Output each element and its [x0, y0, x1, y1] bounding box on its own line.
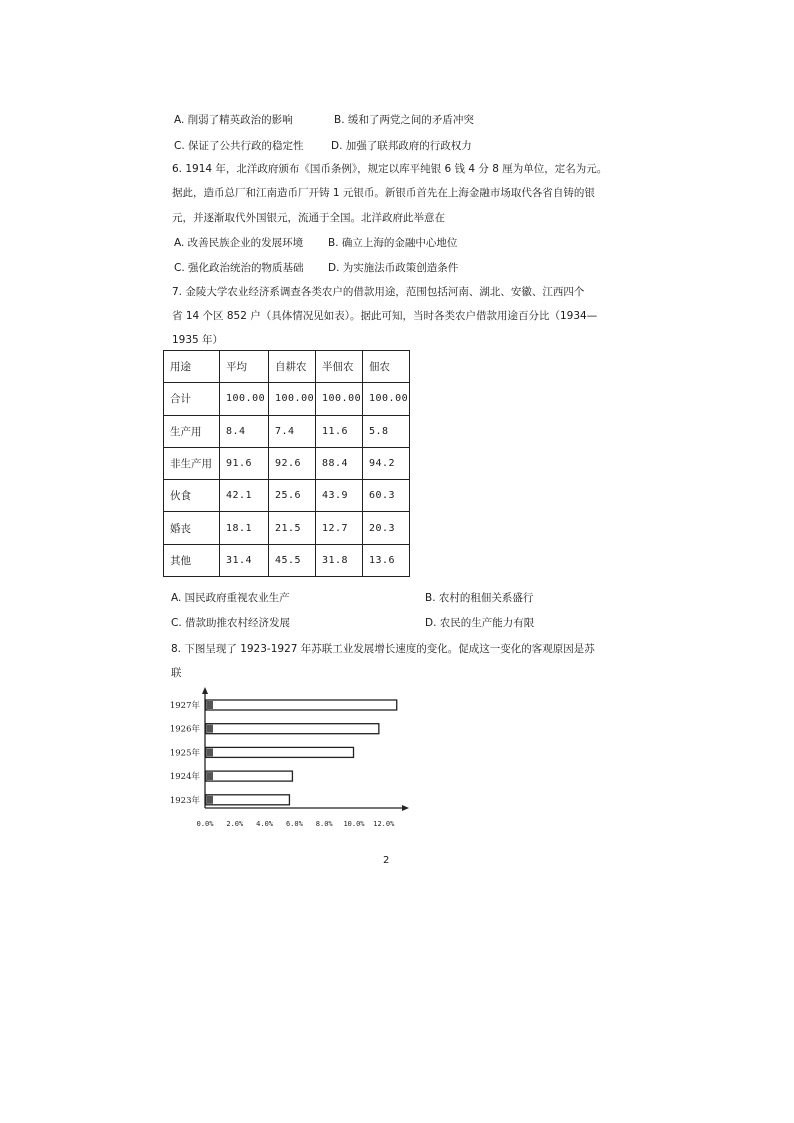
- table-row: [164, 512, 410, 544]
- chart-bar-shade: [207, 772, 213, 780]
- table-cell: 18.1: [220, 512, 269, 544]
- table-cell: 13.6: [363, 544, 410, 576]
- chart-category-label: 1924年: [169, 772, 200, 783]
- table-row-label: 其他: [164, 544, 220, 576]
- chart-x-tick-label: 0.0%: [196, 820, 214, 828]
- q6-stem-line3: 元，并逐渐取代外国银元，流通于全国。北洋政府此举意在: [172, 212, 445, 224]
- chart-bar: [206, 747, 354, 757]
- table-cell: 5.8: [363, 415, 410, 447]
- q6-stem-line1: 6. 1914 年，北洋政府颁布《国币条例》，规定以库平纯银 6 钱 4 分 8 厘为单位，定名为元。: [172, 163, 608, 175]
- q6-stem-line2: 据此，造币总厂和江南造币厂开铸 1 元银币。新银币首先在上海金融市场取代各省自铸的银: [172, 187, 595, 199]
- table-row-label: 婚丧: [164, 512, 220, 544]
- chart-y-labels: [170, 700, 201, 806]
- table-row: [164, 544, 410, 576]
- table-cell: 20.3: [363, 512, 410, 544]
- chart-bars: [206, 700, 397, 805]
- table-cell: 100.00: [363, 383, 410, 415]
- table-cell: 43.9: [316, 480, 363, 512]
- chart-category-label: 1923年: [169, 795, 200, 806]
- q7-option-d: D. 农民的生产能力有限: [425, 617, 535, 629]
- q6-option-d: D. 为实施法币政策创造条件: [328, 262, 459, 274]
- table-cell: 21.5: [269, 512, 316, 544]
- q7-option-a: A. 国民政府重视农业生产: [171, 592, 290, 604]
- q6-option-c: C. 强化政治统治的物质基础: [174, 262, 304, 274]
- chart-category-label: 1927年: [169, 701, 200, 711]
- table-cell: 91.6: [220, 447, 269, 479]
- chart-bar: [206, 795, 289, 805]
- q7-stem-line3: 1935 年）: [172, 334, 224, 346]
- q7-stem-line1: 7. 金陵大学农业经济系调查各类农户的借款用途，范围包括河南、湖北、安徽、江西四个: [172, 286, 585, 298]
- table-cell: 25.6: [269, 480, 316, 512]
- y-axis-arrow: [202, 687, 208, 694]
- q7-stem-line2: 省 14 个区 852 户（具体情况见如表）。据此可知，当时各类农户借款用途百分比（1934—: [172, 310, 598, 322]
- table-cell: 31.4: [220, 544, 269, 576]
- q5-option-d: D. 加强了联邦政府的行政权力: [331, 140, 472, 152]
- chart-bar: [206, 700, 397, 710]
- table-cell: 100.00: [220, 383, 269, 415]
- q5-option-c: C. 保证了公共行政的稳定性: [174, 140, 304, 152]
- table-header-row: [164, 351, 410, 383]
- table-row-label: 生产用: [164, 415, 220, 447]
- table-row: [164, 447, 410, 479]
- table-cell: 100.00: [269, 383, 316, 415]
- q5-option-b: B. 缓和了两党之间的矛盾冲突: [334, 114, 474, 126]
- table-row-label: 合计: [164, 383, 220, 415]
- q7-loan-table: [163, 350, 410, 577]
- table-header-cell: 佃农: [363, 351, 410, 383]
- table-cell: 94.2: [363, 447, 410, 479]
- chart-x-tick-label: 10.0%: [343, 820, 365, 828]
- x-axis-arrow: [402, 805, 409, 811]
- table-cell: 12.7: [316, 512, 363, 544]
- page-number: 2: [383, 855, 390, 866]
- table-row: [164, 383, 410, 415]
- table-cell: 7.4: [269, 415, 316, 447]
- q6-option-a: A. 改善民族企业的发展环境: [174, 237, 304, 249]
- table-cell: 31.8: [316, 544, 363, 576]
- table-cell: 45.5: [269, 544, 316, 576]
- q6-option-b: B. 确立上海的金融中心地位: [328, 237, 458, 249]
- q7-option-c: C. 借款助推农村经济发展: [171, 617, 291, 629]
- table-cell: 42.1: [220, 480, 269, 512]
- table-header-cell: 平均: [220, 351, 269, 383]
- q8-stem-line2: 联: [171, 667, 182, 679]
- table-row: [164, 480, 410, 512]
- q5-option-a: A. 削弱了精英政治的影响: [174, 114, 293, 126]
- table-row-label: 伙食: [164, 480, 220, 512]
- table-header-cell: 自耕农: [269, 351, 316, 383]
- table-header-cell: 用途: [164, 351, 220, 383]
- table-cell: 100.00: [316, 383, 363, 415]
- table-cell: 60.3: [363, 480, 410, 512]
- table-header-cell: 半佃农: [316, 351, 363, 383]
- q8-stem-line1: 8. 下图呈现了 1923-1927 年苏联工业发展增长速度的变化。促成这一变化的客观原因是苏: [171, 643, 595, 655]
- chart-category-label: 1926年: [169, 724, 200, 735]
- table-cell: 11.6: [316, 415, 363, 447]
- table-cell: 8.4: [220, 415, 269, 447]
- chart-bar-shade: [207, 701, 213, 709]
- industry-growth-chart: [165, 686, 420, 836]
- chart-bar-shade: [207, 725, 213, 733]
- chart-x-tick-label: 12.0%: [373, 820, 395, 828]
- chart-x-tick-label: 2.0%: [226, 820, 244, 828]
- chart-category-label: 1925年: [169, 748, 200, 759]
- table-row: [164, 415, 410, 447]
- chart-x-ticks: [197, 820, 396, 828]
- chart-x-tick-label: 4.0%: [256, 820, 274, 828]
- table-row-label: 非生产用: [164, 447, 220, 479]
- chart-x-tick-label: 6.0%: [285, 820, 303, 828]
- table-cell: 88.4: [316, 447, 363, 479]
- q7-option-b: B. 农村的租佃关系盛行: [425, 592, 534, 604]
- chart-bar: [206, 724, 379, 734]
- chart-x-tick-label: 8.0%: [315, 820, 333, 828]
- chart-bar-shade: [207, 748, 213, 756]
- chart-bar-shade: [207, 796, 213, 804]
- table-cell: 92.6: [269, 447, 316, 479]
- chart-bar: [206, 771, 292, 781]
